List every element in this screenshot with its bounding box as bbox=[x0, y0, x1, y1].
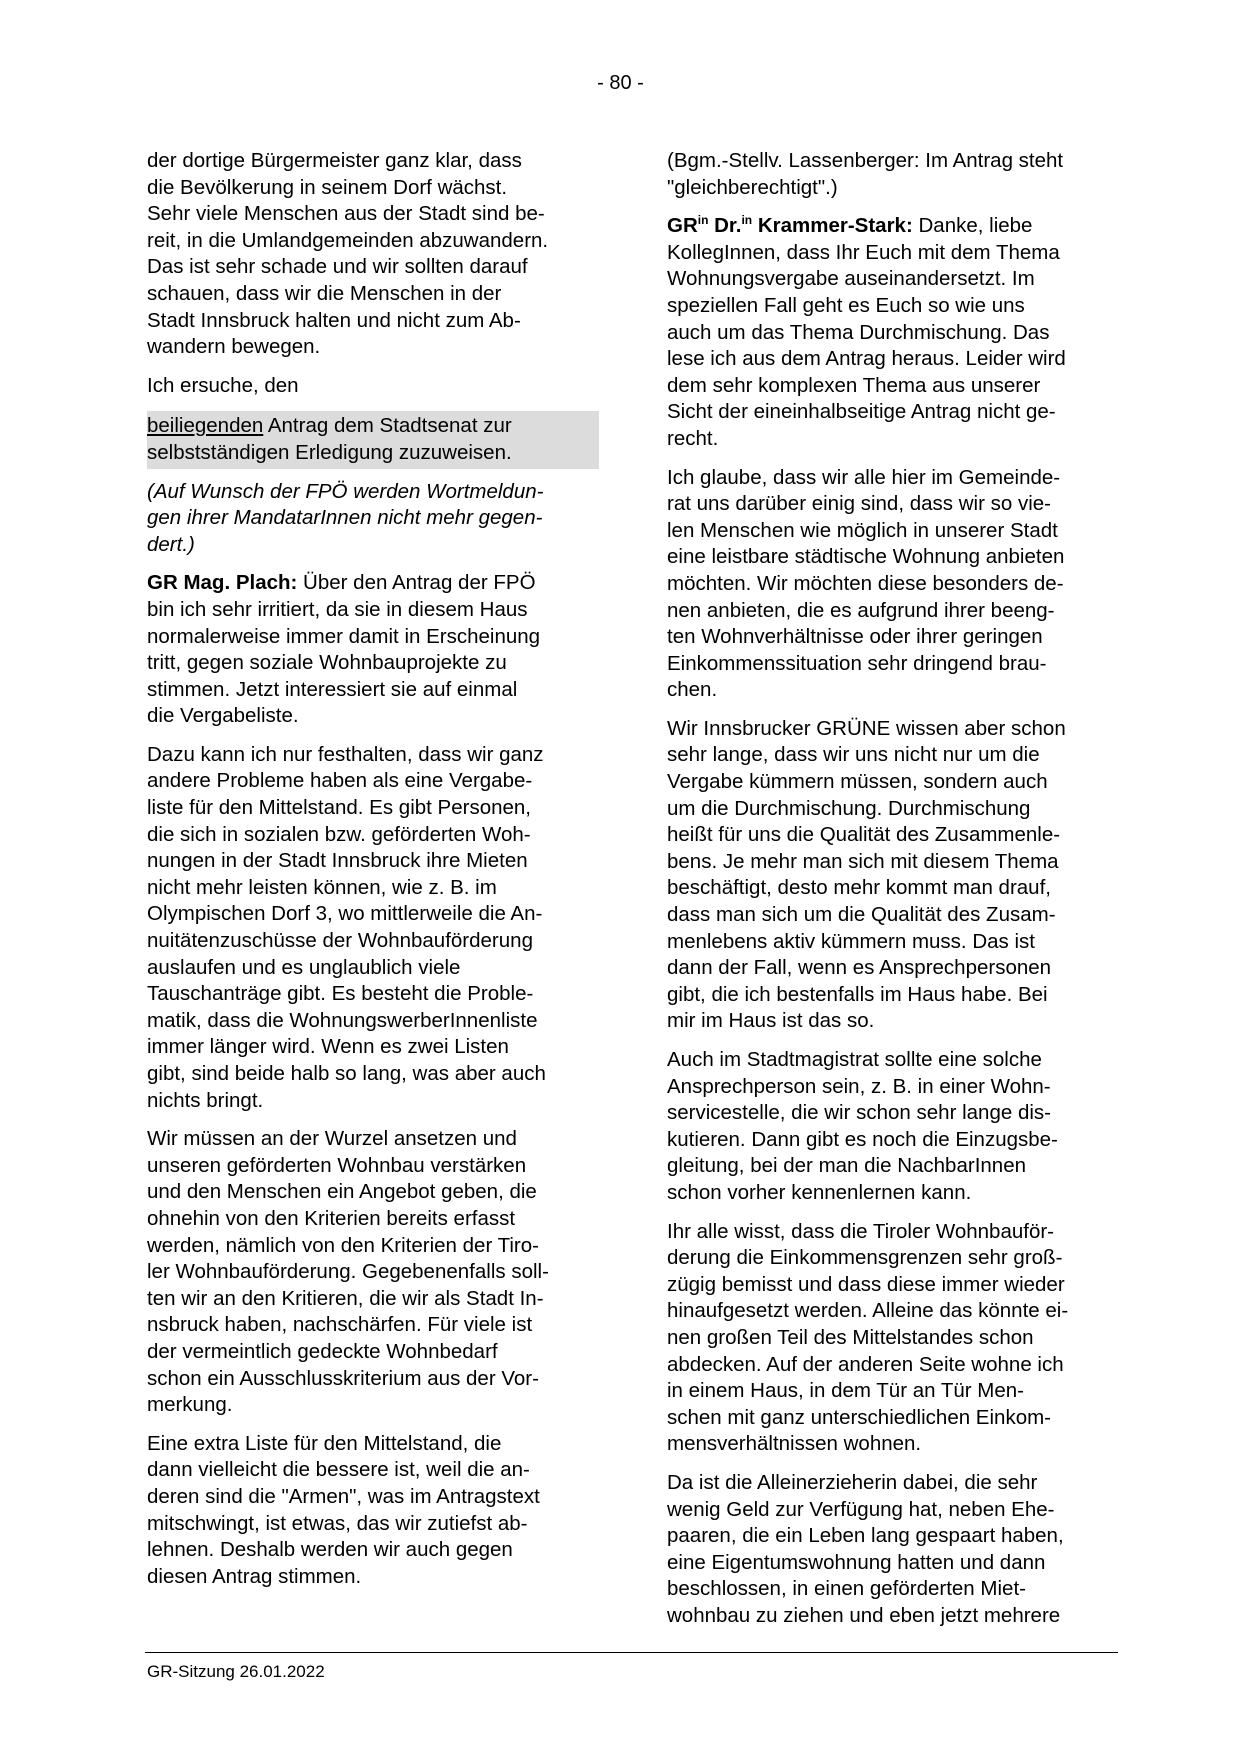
text-line: die Vergabeliste. bbox=[147, 704, 299, 728]
text-line: hinaufgesetzt werden. Alleine das könnte ei- bbox=[667, 1299, 1069, 1323]
text-line: Eine extra Liste für den Mittelstand, die bbox=[147, 1431, 502, 1455]
text-line: in einem Haus, in dem Tür an Tür Men- bbox=[667, 1379, 1025, 1403]
text-line: Wir müssen an der Wurzel ansetzen und bbox=[147, 1127, 517, 1151]
text-line: merkung. bbox=[147, 1393, 233, 1417]
paragraph bbox=[667, 148, 1117, 201]
text-fragment: Über den Antrag der FPÖ bbox=[297, 571, 536, 595]
text-line bbox=[147, 570, 599, 597]
text-line: beschäftigt, desto mehr kommt man drauf, bbox=[667, 876, 1051, 900]
text-line: um die Durchmischung. Durchmischung bbox=[667, 796, 1031, 820]
text-line: (Auf Wunsch der FPÖ werden Wortmeldun- bbox=[147, 479, 544, 503]
text-line: nsbruck haben, nachschärfen. Für viele ist bbox=[147, 1313, 533, 1337]
text-line: stimmen. Jetzt interessiert sie auf einmal bbox=[147, 677, 518, 701]
text-line: Wohnungsvergabe auseinandersetzt. Im bbox=[667, 267, 1035, 291]
text-line: liste für den Mittelstand. Es gibt Personen, bbox=[147, 796, 532, 820]
text-line: kutieren. Dann gibt es noch die Einzugsbe- bbox=[667, 1127, 1058, 1151]
paragraph bbox=[147, 570, 599, 730]
text-line: und den Menschen ein Angebot geben, die bbox=[147, 1180, 537, 1204]
text-line bbox=[667, 213, 1117, 240]
paragraph bbox=[667, 716, 1117, 1035]
text-line: reit, in die Umlandgemeinden abzuwandern. bbox=[147, 228, 549, 252]
text-line: dann vielleicht die bessere ist, weil die an- bbox=[147, 1458, 530, 1482]
text-line: schon vorher kennenlernen kann. bbox=[667, 1180, 972, 1204]
paragraph bbox=[147, 1431, 599, 1591]
text-line: Olympischen Dorf 3, wo mittlerweile die An- bbox=[147, 902, 543, 926]
text-line: Stadt Innsbruck halten und nicht zum Ab- bbox=[147, 308, 521, 332]
text-line: schauen, dass wir die Menschen in der bbox=[147, 281, 502, 305]
text-line: Ansprechperson sein, z. B. in einer Wohn- bbox=[667, 1074, 1051, 1098]
text-line: tritt, gegen soziale Wohnbauprojekte zu bbox=[147, 651, 507, 675]
paragraph bbox=[147, 742, 599, 1114]
text-line: zügig bemisst und dass diese immer wieder bbox=[667, 1272, 1065, 1296]
text-line: chen. bbox=[667, 678, 718, 702]
paragraph bbox=[667, 1047, 1117, 1207]
text-line: abdecken. Auf der anderen Seite wohne ich bbox=[667, 1352, 1064, 1376]
text-line: dert.) bbox=[147, 532, 195, 556]
superscript: in bbox=[697, 213, 709, 228]
speaker-title: GR bbox=[667, 214, 698, 238]
text-line: Vergabe kümmern müssen, sondern auch bbox=[667, 770, 1048, 794]
text-line: (Bgm.-Stellv. Lassenberger: Im Antrag steht bbox=[667, 149, 1064, 172]
text-line: derung die Einkommensgrenzen sehr groß- bbox=[667, 1246, 1063, 1270]
text-line: Da ist die Alleinerzieherin dabei, die sehr bbox=[667, 1470, 1038, 1494]
text-line: wandern bewegen. bbox=[147, 335, 321, 359]
motion-highlight bbox=[147, 411, 599, 468]
text-line: KollegInnen, dass Ihr Euch mit dem Thema bbox=[667, 240, 1060, 264]
right-column bbox=[667, 148, 1117, 1641]
footer-session-date: GR-Sitzung 26.01.2022 bbox=[147, 1662, 325, 1681]
speaker-surname: Krammer-Stark: bbox=[752, 214, 913, 238]
text-line: der dortige Bürgermeister ganz klar, dass bbox=[147, 149, 522, 172]
text-line: deren sind die "Armen", was im Antragstext bbox=[147, 1484, 540, 1508]
text-line: dann der Fall, wenn es Ansprechpersonen bbox=[667, 956, 1052, 980]
text-line: diesen Antrag stimmen. bbox=[147, 1564, 362, 1588]
text-line: servicestelle, die wir schon sehr lange dis- bbox=[667, 1101, 1051, 1125]
text-line: mir im Haus ist das so. bbox=[667, 1009, 875, 1033]
text-line: der vermeintlich gedeckte Wohnbedarf bbox=[147, 1339, 498, 1363]
text-line: eine Eigentumswohnung hatten und dann bbox=[667, 1550, 1046, 1574]
footer-rule bbox=[145, 1652, 1118, 1653]
text-line: Einkommenssituation sehr dringend brau- bbox=[667, 651, 1047, 675]
paragraph-lines bbox=[147, 597, 599, 730]
text-line: Sehr viele Menschen aus der Stadt sind be- bbox=[147, 202, 545, 226]
text-line: speziellen Fall geht es Euch so wie uns bbox=[667, 293, 1025, 317]
text-line: nungen in der Stadt Innsbruck ihre Mieten bbox=[147, 849, 528, 873]
text-line: schon ein Ausschlusskriterium aus der Vor- bbox=[147, 1366, 539, 1390]
text-line: nichts bringt. bbox=[147, 1088, 264, 1112]
text-line: menlebens aktiv kümmern muss. Das ist bbox=[667, 929, 1035, 953]
text-line: eine leistbare städtische Wohnung anbieten bbox=[667, 545, 1065, 569]
text-line: dass man sich um die Qualität des Zusam- bbox=[667, 903, 1056, 927]
paragraph bbox=[667, 213, 1117, 452]
superscript: in bbox=[741, 213, 753, 228]
text-line: möchten. Wir möchten diese besonders de- bbox=[667, 571, 1064, 595]
text-line: gen ihrer MandatarInnen nicht mehr gegen- bbox=[147, 506, 543, 530]
text-line: len Menschen wie möglich in unserer Stadt bbox=[667, 518, 1058, 542]
text-line: andere Probleme haben als eine Vergabe- bbox=[147, 769, 533, 793]
text-line: mensverhältnissen wohnen. bbox=[667, 1432, 922, 1456]
text-line: Dazu kann ich nur festhalten, dass wir ganz bbox=[147, 742, 544, 766]
text-line: nuitätenzuschüsse der Wohnbauförderung bbox=[147, 929, 533, 953]
text-line: ten Wohnverhältnisse oder ihrer geringen bbox=[667, 625, 1043, 649]
text-line: Ich glaube, dass wir alle hier im Gemeinde- bbox=[667, 465, 1061, 489]
speaker-name: GR Mag. Plach: bbox=[147, 571, 298, 595]
text-line: lehnen. Deshalb werden wir auch gegen bbox=[147, 1538, 513, 1562]
text-line: auch um das Thema Durchmischung. Das bbox=[667, 320, 1050, 344]
paragraph bbox=[147, 373, 599, 400]
text-line: lese ich aus dem Antrag heraus. Leider wird bbox=[667, 347, 1066, 371]
paragraph bbox=[667, 1470, 1117, 1630]
underlined-word: beiliegenden bbox=[147, 414, 264, 438]
text-line: paaren, die ein Leben lang gespaart haben, bbox=[667, 1524, 1064, 1548]
text-line: immer länger wird. Wenn es zwei Listen bbox=[147, 1035, 509, 1059]
paragraph bbox=[667, 1219, 1117, 1458]
text-line: nicht mehr leisten können, wie z. B. im bbox=[147, 875, 497, 899]
text-line: recht. bbox=[667, 426, 719, 450]
text-line: nen anbieten, die es aufgrund ihrer beeng- bbox=[667, 598, 1055, 622]
paragraph bbox=[147, 1126, 599, 1419]
text-line: ohnehin von den Kriterien bereits erfasst bbox=[147, 1206, 516, 1230]
text-line: Wir Innsbrucker GRÜNE wissen aber schon bbox=[667, 716, 1066, 740]
text-line: gleitung, bei der man die NachbarInnen bbox=[667, 1154, 1026, 1178]
text-line: selbstständigen Erledigung zuzuweisen. bbox=[147, 440, 512, 464]
text-line: bin ich sehr irritiert, da sie in diesem Haus bbox=[147, 597, 528, 621]
text-fragment: Antrag dem Stadtsenat zur bbox=[263, 414, 512, 438]
paragraph-lines bbox=[667, 240, 1117, 453]
text-line: heißt für uns die Qualität des Zusammenle- bbox=[667, 823, 1061, 847]
speaker-name bbox=[667, 214, 913, 237]
text-line: Ihr alle wisst, dass die Tiroler Wohnbauför- bbox=[667, 1219, 1055, 1243]
text-line: normalerweise immer damit in Erscheinung bbox=[147, 624, 541, 648]
text-line: Das ist sehr schade und wir sollten darauf bbox=[147, 255, 528, 279]
text-line: unseren geförderten Wohnbau verstärken bbox=[147, 1153, 527, 1177]
text-line: bens. Je mehr man sich mit diesem Thema bbox=[667, 849, 1059, 873]
text-line: gibt, die ich bestenfalls im Haus habe. Bei bbox=[667, 982, 1048, 1006]
text-line: nen großen Teil des Mittelstandes schon bbox=[667, 1325, 1034, 1349]
italic-note bbox=[147, 479, 599, 559]
text-line: Ich ersuche, den bbox=[147, 373, 299, 397]
text-line: auslaufen und es unglaublich viele bbox=[147, 955, 461, 979]
speaker-title: Dr. bbox=[708, 214, 742, 238]
text-line bbox=[147, 413, 599, 440]
text-line: Auch im Stadtmagistrat sollte eine solche bbox=[667, 1048, 1042, 1071]
page-number: - 80 - bbox=[597, 72, 644, 94]
text-line: Sicht der eineinhalbseitige Antrag nicht ge- bbox=[667, 400, 1056, 424]
text-line: Tauschanträge gibt. Es besteht die Proble- bbox=[147, 982, 534, 1006]
paragraph bbox=[667, 465, 1117, 704]
text-line: beschlossen, in einen geförderten Miet- bbox=[667, 1577, 1026, 1601]
text-line: die Bevölkerung in seinem Dorf wächst. bbox=[147, 175, 508, 199]
text-line: dem sehr komplexen Thema aus unserer bbox=[667, 373, 1041, 397]
text-line: rat uns darüber einig sind, dass wir so vie- bbox=[667, 492, 1051, 516]
left-column bbox=[147, 148, 599, 1602]
paragraph bbox=[147, 148, 599, 361]
text-line: ler Wohnbauförderung. Gegebenenfalls soll- bbox=[147, 1260, 549, 1284]
text-line: wohnbau zu ziehen und eben jetzt mehrere bbox=[667, 1603, 1061, 1627]
text-line: ten wir an den Kritieren, die wir als Stadt In- bbox=[147, 1286, 544, 1310]
text-line: schen mit ganz unterschiedlichen Einkom- bbox=[667, 1405, 1051, 1429]
text-line: "gleichberechtigt".) bbox=[667, 175, 838, 199]
text-line: die sich in sozialen bzw. geförderten Woh- bbox=[147, 822, 531, 846]
text-line: mitschwingt, ist etwas, das wir zutiefst ab- bbox=[147, 1511, 528, 1535]
text-line: gibt, sind beide halb so lang, was aber auch bbox=[147, 1062, 546, 1085]
text-line: wenig Geld zur Verfügung hat, neben Ehe- bbox=[667, 1497, 1055, 1521]
text-line: sehr lange, dass wir uns nicht nur um die bbox=[667, 743, 1040, 767]
text-line: werden, nämlich von den Kriterien der Tiro- bbox=[147, 1233, 539, 1257]
text-fragment: Danke, liebe bbox=[912, 214, 1033, 238]
text-line: matik, dass die WohnungswerberInnenliste bbox=[147, 1008, 538, 1032]
